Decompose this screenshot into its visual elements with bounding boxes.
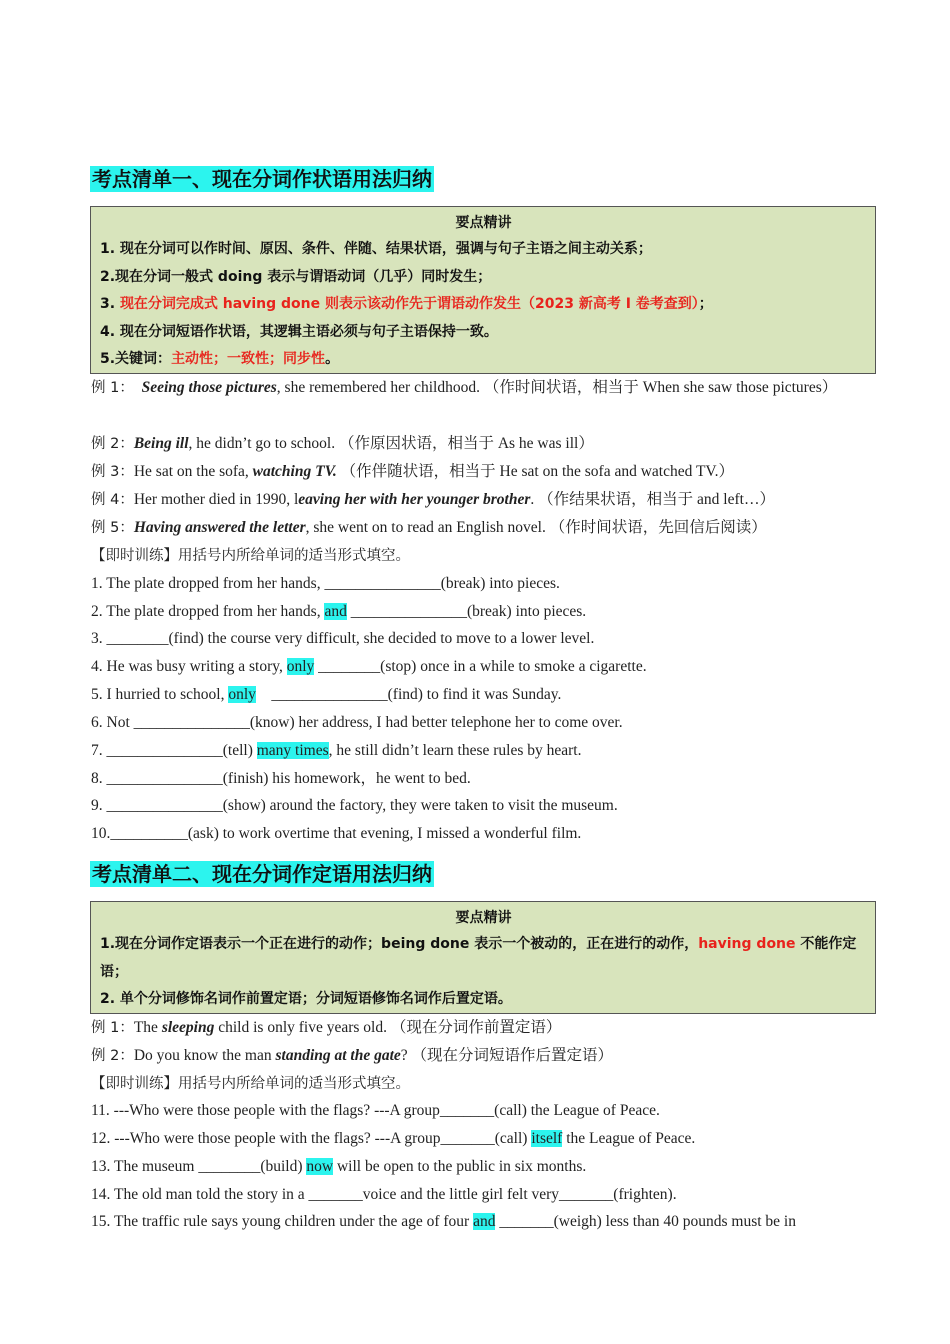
- example-3: [91, 462, 871, 482]
- example-text: He sat on the sofa,: [133, 463, 253, 480]
- question-text: 13. The museum ________(build): [91, 1158, 307, 1175]
- point-4: 4. 现在分词短语作状语，其逻辑主语必须与句子主语保持一致。: [100, 323, 498, 340]
- example-label: 例 4：: [91, 492, 134, 508]
- section2-title: 考点清单二、现在分词作定语用法归纳: [92, 862, 432, 886]
- example-label: 例 2：: [91, 1048, 134, 1064]
- example-1: [91, 1018, 871, 1038]
- example-5: [91, 518, 871, 538]
- question-11: 11. ---Who were those people with the flags? ---A group_______(call) the League of Peace.: [91, 1102, 660, 1119]
- question-text: 2. The plate dropped from her hands,: [91, 603, 325, 620]
- example-text: , he didn’t go to school. （作原因状语，相当于 As he was ill）: [188, 435, 594, 452]
- highlight: and: [473, 1213, 496, 1230]
- point-1-highlight: having done: [698, 936, 796, 952]
- point-2: 2. 单个分词修饰名词作前置定语；分词短语修饰名词作后置定语。: [100, 991, 512, 1007]
- question-text: _______________(break) into pieces.: [346, 603, 587, 620]
- question-text: 12. ---Who were those people with the flags? ---A group_______(call): [91, 1130, 532, 1147]
- point-1-suffix: 不能作定语；: [100, 936, 857, 980]
- highlight: now: [306, 1158, 334, 1175]
- point-3-suffix: ；: [698, 296, 713, 312]
- point-1-text: 1.现在分词作定语表示一个正在进行的动作；being done 表示一个被动的，正在进行的动作，: [100, 936, 699, 952]
- highlight: itself: [531, 1130, 563, 1147]
- question-text: 10.: [91, 825, 111, 842]
- question-14: 14. The old man told the story in a _______voice and the little girl felt very_______(frighten).: [91, 1186, 677, 1203]
- example-label: 例 1：: [91, 1020, 134, 1036]
- question-text: , he still didn’t learn these rules by heart.: [328, 742, 582, 759]
- question-text: 5. I hurried to school,: [91, 686, 229, 703]
- example-text: （作伴随状语，相当于 He sat on the sofa and watched TV.）: [336, 463, 735, 480]
- question-text: 4. He was busy writing a story,: [91, 658, 287, 675]
- example-emphasis: eaving her with her younger brother: [298, 491, 531, 508]
- question-9: 9. _______________(show) around the factory, they were taken to visit the museum.: [91, 797, 618, 814]
- example-text: , she remembered her childhood. （作时间状语，相当于 When she saw those pictures）: [276, 379, 838, 396]
- question-1: 1. The plate dropped from her hands, _______________(break) into pieces.: [91, 575, 560, 592]
- example-2: [91, 1046, 871, 1066]
- example-text: child is only five years old. （现在分词作前置定语）: [214, 1019, 562, 1036]
- practice-title: 【即时训练】用括号内所给单词的适当形式填空。: [91, 548, 410, 564]
- box-heading: 要点精讲: [455, 215, 512, 231]
- point-3-highlight: 现在分词完成式 having done 则表示该动作先于谓语动作发生（2023 新高考 I 卷考查到）: [119, 296, 699, 312]
- point-1: 1. 现在分词可以作时间、原因、条件、伴随、结果状语，强调与句子主语之间主动关系；: [100, 241, 652, 257]
- question-text: the League of Peace.: [562, 1130, 696, 1147]
- example-emphasis: Seeing those pictures: [141, 379, 277, 396]
- point-3-prefix: 3.: [100, 296, 120, 312]
- example-emphasis: watching TV.: [252, 463, 337, 480]
- example-label: 例 1：: [91, 380, 134, 396]
- blank: __________: [110, 825, 188, 842]
- point-1: [100, 931, 867, 986]
- question-text: _______(weigh) less than 40 pounds must be in: [495, 1213, 796, 1230]
- example-4: [91, 490, 871, 510]
- example-emphasis: sleeping: [161, 1019, 215, 1036]
- question-7: [91, 741, 871, 761]
- point-3: [100, 291, 867, 319]
- highlight: only: [228, 686, 256, 703]
- example-text: ? （现在分词短语作后置定语）: [400, 1047, 614, 1064]
- example-1: [91, 374, 867, 402]
- question-8: 8. _______________(finish) his homework，he went to bed.: [91, 770, 471, 787]
- question-text: 7. _______________(tell): [91, 742, 257, 759]
- section2-key-points-box: [90, 901, 876, 1014]
- highlight: many times: [256, 742, 329, 759]
- example-text: The: [133, 1019, 162, 1036]
- point-5-suffix: 。: [325, 351, 340, 367]
- point-5-keywords: 主动性；一致性；同步性: [171, 351, 326, 367]
- question-12: [91, 1129, 871, 1149]
- question-text: will be open to the public in six months.: [333, 1158, 587, 1175]
- example-emphasis: standing at the gate: [275, 1047, 401, 1064]
- example-text: Her mother died in 1990, l: [133, 491, 299, 508]
- example-text: Do you know the man: [133, 1047, 276, 1064]
- question-text: (ask) to work overtime that evening, I missed a wonderful film.: [187, 825, 582, 842]
- example-emphasis: Being ill: [133, 435, 189, 452]
- highlight: and: [324, 603, 347, 620]
- question-13: [91, 1157, 871, 1177]
- question-3: 3. ________(find) the course very difficult, she decided to move to a lower level.: [91, 630, 595, 647]
- question-15: [91, 1212, 871, 1232]
- question-text: 15. The traffic rule says young children under the age of four: [91, 1213, 474, 1230]
- example-2: [91, 434, 871, 454]
- question-2: [91, 602, 871, 622]
- point-2: 2.现在分词一般式 doing 表示与谓语动词（几乎）同时发生；: [100, 268, 492, 285]
- box-heading: 要点精讲: [455, 910, 512, 926]
- example-label: 例 5：: [91, 520, 134, 536]
- example-label: 例 2：: [91, 436, 134, 452]
- practice-title: 【即时训练】用括号内所给单词的适当形式填空。: [91, 1076, 410, 1092]
- example-text: . （作结果状语，相当于 and left…）: [530, 491, 775, 508]
- highlight: only: [286, 658, 315, 675]
- section1-key-points-box: [90, 206, 876, 374]
- question-5: [91, 685, 871, 705]
- question-text: ________(stop) once in a while to smoke a cigarette.: [314, 658, 647, 675]
- point-5: [100, 346, 867, 374]
- example-label: 例 3：: [91, 464, 134, 480]
- section1-title: 考点清单一、现在分词作状语用法归纳: [92, 167, 432, 191]
- point-5-prefix: 5.关键词：: [100, 351, 172, 367]
- question-6: 6. Not _______________(know) her address, I had better telephone her to come over.: [91, 714, 623, 731]
- question-text: _______________(find) to find it was Sunday.: [255, 686, 562, 703]
- example-text: , she went on to read an English novel. （作时间状语，先回信后阅读）: [305, 519, 767, 536]
- example-emphasis: Having answered the letter: [133, 519, 306, 536]
- question-10: [91, 824, 871, 844]
- question-4: [91, 657, 871, 677]
